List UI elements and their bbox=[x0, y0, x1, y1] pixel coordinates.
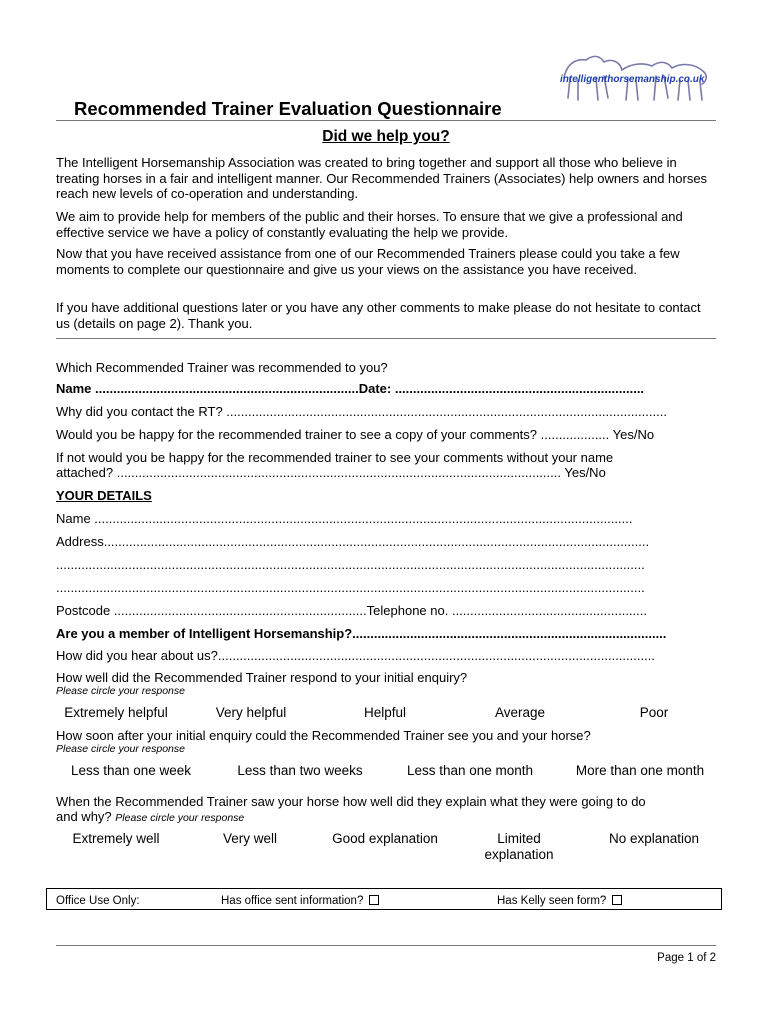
telephone-label: Telephone no. bbox=[366, 603, 449, 618]
q1-option-poor[interactable]: Poor bbox=[639, 705, 669, 720]
name-label: Name bbox=[56, 381, 92, 396]
question-1-hint: Please circle your response bbox=[56, 685, 185, 697]
address-line-3[interactable]: ................................................................................................................................................................... bbox=[56, 580, 645, 595]
footer-rule bbox=[56, 945, 716, 946]
happy-copy-yes-no: Yes/No bbox=[612, 427, 655, 442]
postcode-label: Postcode bbox=[56, 603, 111, 618]
office-use-box bbox=[46, 888, 722, 910]
q3-option-no-explanation[interactable]: No explanation bbox=[608, 831, 700, 846]
q3-option-very-well[interactable]: Very well bbox=[222, 831, 278, 846]
intro-paragraph-1: The Intelligent Horsemanship Association was created to bring together and support all those who believe in treating horses in a fair and intelligent manner. Our Recommended Trainers (Associates) help owners and horses reach new levels of co-operation and understanding. bbox=[56, 155, 708, 201]
happy-copy-field[interactable]: Would you be happy for the recommended trainer to see a copy of your comments? ................... Yes/No bbox=[56, 427, 655, 442]
intro-paragraph-3: Now that you have received assistance from one of our Recommended Trainers please could you take a few moments to complete our questionnaire and give us your views on the assistance you have received. bbox=[56, 246, 680, 277]
q2-option-more-than-one-month[interactable]: More than one month bbox=[575, 763, 705, 778]
title-rule bbox=[56, 120, 716, 121]
office-sent-label: Has office sent information? bbox=[221, 895, 364, 907]
question-1: How well did the Recommended Trainer respond to your initial enquiry? bbox=[56, 670, 468, 685]
q2-option-less-than-one-month[interactable]: Less than one month bbox=[406, 763, 534, 778]
question-3-line-2-text: and why? bbox=[56, 809, 112, 824]
logo-text: intelligenthorsemanship.co.uk bbox=[560, 74, 705, 85]
if-not-question-line-2: attached? bbox=[56, 465, 114, 480]
q2-option-less-than-one-week[interactable]: Less than one week bbox=[70, 763, 192, 778]
q1-option-extremely-helpful[interactable]: Extremely helpful bbox=[64, 705, 168, 720]
question-3-line-1: When the Recommended Trainer saw your horse how well did they explain what they were going to do bbox=[56, 794, 646, 809]
q1-option-average[interactable]: Average bbox=[494, 705, 546, 720]
date-label: Date: bbox=[358, 381, 392, 396]
member-field[interactable]: Are you a member of Intelligent Horsemanship?....................................................................................... bbox=[56, 626, 667, 641]
your-details-heading: YOUR DETAILS bbox=[56, 488, 152, 503]
page-number: Page 1 of 2 bbox=[657, 952, 716, 964]
q3-option-good-explanation[interactable]: Good explanation bbox=[332, 831, 438, 846]
question-2: How soon after your initial enquiry could the Recommended Trainer see you and your horse? bbox=[56, 728, 591, 743]
office-use-label: Office Use Only: bbox=[56, 895, 140, 907]
q2-option-less-than-two-weeks[interactable]: Less than two weeks bbox=[237, 763, 363, 778]
address-field[interactable]: Address....................................................................................................................................................... bbox=[56, 534, 650, 549]
logo bbox=[556, 48, 716, 106]
address-label: Address bbox=[56, 534, 104, 549]
trainer-name-field[interactable]: Name .........................................................................Date: ..................................................................... bbox=[56, 381, 645, 396]
question-3-hint: Please circle your response bbox=[115, 812, 245, 824]
question-2-hint: Please circle your response bbox=[56, 743, 185, 755]
details-name-field[interactable]: Name ..................................................................................................................................................... bbox=[56, 511, 633, 526]
why-contact-label: Why did you contact the RT? bbox=[56, 404, 223, 419]
member-label: Are you a member of Intelligent Horsemanship? bbox=[56, 626, 353, 641]
question-3-line-2 bbox=[56, 809, 244, 826]
office-sent-checkbox[interactable] bbox=[369, 895, 379, 905]
intro-paragraph-2: We aim to provide help for members of the public and their horses. To ensure that we give a professional and effective service we have a policy of constantly evaluating the help we provide. bbox=[56, 209, 683, 240]
kelly-seen-field[interactable] bbox=[497, 893, 622, 909]
hear-about-label: How did you hear about us? bbox=[56, 648, 218, 663]
address-line-2[interactable]: ................................................................................................................................................................... bbox=[56, 557, 645, 572]
q1-option-helpful[interactable]: Helpful bbox=[363, 705, 407, 720]
if-not-yes-no: Yes/No bbox=[564, 465, 606, 480]
postcode-telephone-field[interactable]: Postcode ......................................................................Telephone no. ...................................................... bbox=[56, 603, 647, 618]
q1-option-very-helpful[interactable]: Very helpful bbox=[215, 705, 287, 720]
hear-about-field[interactable]: How did you hear about us?......................................................................................................................... bbox=[56, 648, 655, 663]
page-subtitle: Did we help you? bbox=[322, 128, 450, 145]
details-name-label: Name bbox=[56, 511, 91, 526]
which-trainer-question: Which Recommended Trainer was recommended to you? bbox=[56, 360, 388, 375]
kelly-seen-checkbox[interactable] bbox=[612, 895, 622, 905]
kelly-seen-label: Has Kelly seen form? bbox=[497, 895, 607, 907]
office-sent-field[interactable] bbox=[221, 893, 379, 909]
intro-rule bbox=[56, 338, 716, 339]
if-not-field[interactable]: attached? ........................................................................................................................... Yes/No bbox=[56, 465, 606, 480]
q3-option-limited-explanation[interactable]: Limited explanation bbox=[484, 831, 554, 862]
if-not-question-line-1: If not would you be happy for the recommended trainer to see your comments without your name bbox=[56, 450, 614, 465]
intro-paragraph-4: If you have additional questions later or you have any other comments to make please do not hesitate to contact us (details on page 2). Thank you. bbox=[56, 300, 701, 331]
happy-copy-label: Would you be happy for the recommended trainer to see a copy of your comments? bbox=[56, 427, 538, 442]
page-title: Recommended Trainer Evaluation Questionnaire bbox=[74, 98, 502, 119]
why-contact-field[interactable]: Why did you contact the RT? .......................................................................................................................... bbox=[56, 404, 667, 419]
q3-option-extremely-well[interactable]: Extremely well bbox=[72, 831, 160, 846]
